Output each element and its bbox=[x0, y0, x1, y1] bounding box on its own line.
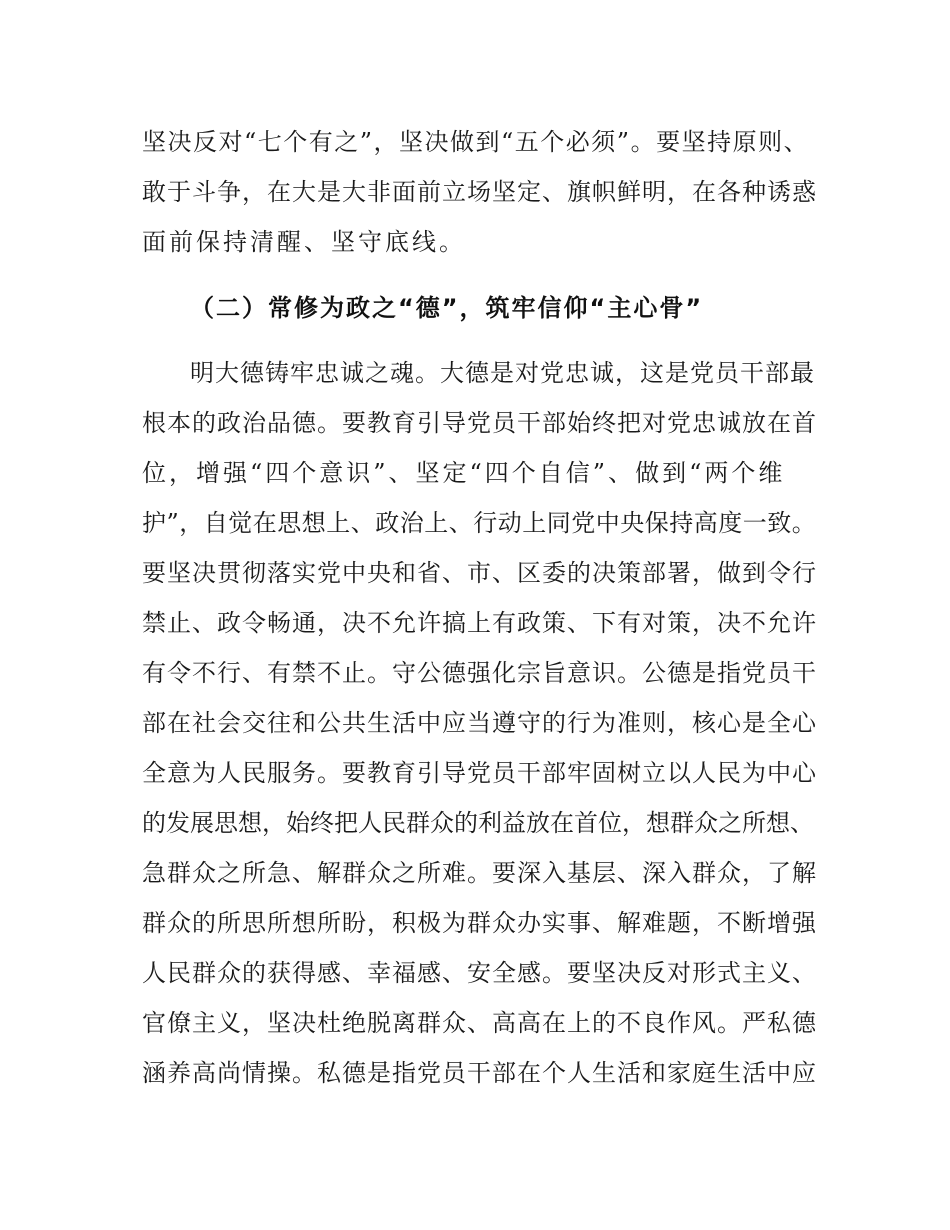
text-line: 要坚决贯彻落实党中央和省、市、区委的决策部署，做到令行 bbox=[142, 559, 817, 587]
text-line: 禁止、政令畅通，决不允许搞上有政策、下有对策，决不允许 bbox=[142, 609, 817, 637]
text-line: 明大德铸牢忠诚之魂。大德是对党忠诚，这是党员干部最 bbox=[190, 359, 815, 387]
text-line: 有令不行、有禁不止。守公德强化宗旨意识。公德是指党员干 bbox=[142, 659, 817, 687]
text-line: 的发展思想，始终把人民群众的利益放在首位，想群众之所想、 bbox=[142, 809, 814, 837]
text-line: 群众的所思所想所盼，积极为群众办实事、解难题，不断增强 bbox=[142, 909, 817, 937]
text-line: 涵养高尚情操。私德是指党员干部在个人生活和家庭生活中应 bbox=[142, 1059, 817, 1087]
text-line: 面前保持清醒、坚守底线。 bbox=[142, 228, 466, 256]
text-line: 敢于斗争，在大是大非面前立场坚定、旗帜鲜明，在各种诱惑 bbox=[142, 178, 817, 206]
text-line: 部在社会交往和公共生活中应当遵守的行为准则，核心是全心 bbox=[142, 709, 817, 737]
text-line: 位，增强“四个意识”、坚定“四个自信”、做到“两个维 bbox=[142, 459, 786, 487]
text-line: 急群众之所急、解群众之所难。要深入基层、深入群众，了解 bbox=[142, 859, 817, 887]
text-line: 护”，自觉在思想上、政治上、行动上同党中央保持高度一致。 bbox=[142, 509, 817, 537]
text-line: 官僚主义，坚决杜绝脱离群众、高高在上的不良作风。严私德 bbox=[142, 1009, 817, 1037]
text-line: 人民群众的获得感、幸福感、安全感。要坚决反对形式主义、 bbox=[142, 959, 817, 987]
text-line: 根本的政治品德。要教育引导党员干部始终把对党忠诚放在首 bbox=[142, 409, 817, 437]
text-line: 全意为人民服务。要教育引导党员干部牢固树立以人民为中心 bbox=[142, 759, 817, 787]
section-heading: （二）常修为政之“德”，筑牢信仰“主心骨” bbox=[190, 294, 704, 322]
text-line: 坚决反对“七个有之”，坚决做到“五个必须”。要坚持原则、 bbox=[142, 128, 810, 156]
